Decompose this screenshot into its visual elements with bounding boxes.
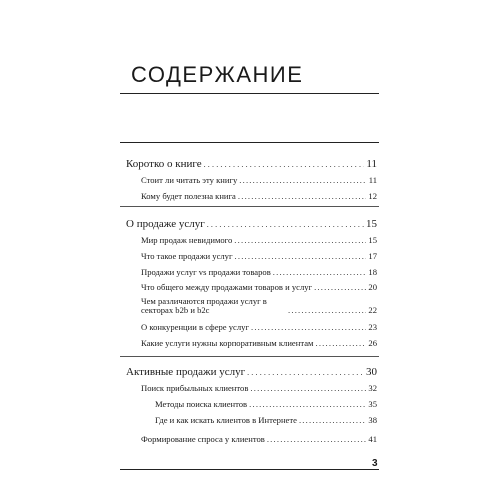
dot-leader	[299, 416, 366, 425]
toc-entry-page: 38	[368, 415, 377, 425]
dot-leader	[235, 252, 367, 261]
heading-rule	[120, 93, 379, 94]
toc-entry-title: Чем различаются продажи услуг в секторах b2b и b2c	[141, 296, 267, 316]
toc-entry-title: Поиск прибыльных клиентов	[141, 383, 249, 393]
dot-leader	[238, 192, 366, 201]
toc-entry-subsection[interactable]	[155, 400, 377, 409]
dot-leader	[314, 283, 366, 292]
toc-entry-title: Мир продаж невидимого	[141, 235, 233, 245]
toc-entry-page: 15	[368, 235, 377, 245]
toc-entry-title: Активные продажи услуг	[126, 366, 246, 378]
toc-entry-subsection[interactable]	[155, 416, 377, 425]
dot-leader	[315, 339, 366, 348]
toc-entry-page: 11	[368, 175, 377, 185]
toc-entry-page: 12	[368, 191, 377, 201]
dot-leader	[239, 176, 366, 185]
dot-leader	[249, 400, 366, 409]
toc-entry-page: 32	[368, 383, 377, 393]
toc-entry-page: 41	[368, 434, 377, 444]
toc-entry-section[interactable]	[141, 384, 377, 393]
dot-leader	[267, 435, 366, 444]
dot-leader	[273, 268, 366, 277]
toc-entry-title: Что общего между продажами товаров и услуг	[141, 282, 313, 292]
toc-entry-section[interactable]	[141, 283, 377, 292]
toc-entry-section[interactable]	[141, 435, 377, 444]
toc-entry-title: Продажи услуг vs продажи товаров	[141, 267, 271, 277]
toc-entry-section[interactable]	[141, 297, 377, 315]
dot-leader	[288, 306, 366, 315]
toc-entry-chapter[interactable]	[126, 159, 377, 170]
dot-leader	[234, 236, 366, 245]
toc-entry-page: 26	[368, 338, 377, 348]
section-divider	[120, 206, 379, 207]
dot-leader	[204, 161, 365, 169]
toc-entry-section[interactable]	[141, 252, 377, 261]
toc-entry-chapter[interactable]	[126, 219, 377, 230]
toc-entry-page: 35	[368, 399, 377, 409]
toc-entry-title: Стоит ли читать эту книгу	[141, 175, 238, 185]
toc-entry-section[interactable]	[141, 236, 377, 245]
toc-entry-page: 11	[366, 158, 377, 170]
toc-entry-title: Методы поиска клиентов	[155, 399, 248, 409]
toc-entry-chapter[interactable]	[126, 367, 377, 378]
toc-entry-title: Какие услуги нужны корпоративным клиентам	[141, 338, 314, 348]
dot-leader	[250, 384, 366, 393]
toc-entry-section[interactable]	[141, 323, 377, 332]
toc-entry-title: О продаже услуг	[126, 218, 205, 230]
toc-entry-section[interactable]	[141, 176, 377, 185]
toc-entry-title: Формирование спроса у клиентов	[141, 434, 265, 444]
toc-entry-page: 15	[366, 218, 377, 230]
toc-entry-title: Где и как искать клиентов в Интернете	[155, 415, 297, 425]
toc-entry-section[interactable]	[141, 192, 377, 201]
toc-entry-title: Коротко о книге	[126, 158, 202, 170]
toc-entry-title: Что такое продажи услуг	[141, 251, 233, 261]
toc-entry-page: 22	[368, 305, 377, 316]
dot-leader	[207, 221, 364, 229]
toc-entry-page: 17	[368, 251, 377, 261]
toc-entry-page: 23	[368, 322, 377, 332]
toc-entry-section[interactable]	[141, 268, 377, 277]
toc-entry-page: 20	[368, 282, 377, 292]
toc-entry-section[interactable]	[141, 339, 377, 348]
toc-heading: СОДЕРЖАНИЕ	[131, 62, 304, 87]
dot-leader	[251, 323, 366, 332]
dot-leader	[247, 369, 364, 377]
page-number: 3	[372, 458, 378, 469]
toc-entry-title: О конкуренции в сфере услуг	[141, 322, 249, 332]
toc-entry-title: Кому будет полезна книга	[141, 191, 236, 201]
toc-entry-page: 30	[366, 366, 377, 378]
section-divider	[120, 356, 379, 357]
toc-entry-page: 18	[368, 267, 377, 277]
